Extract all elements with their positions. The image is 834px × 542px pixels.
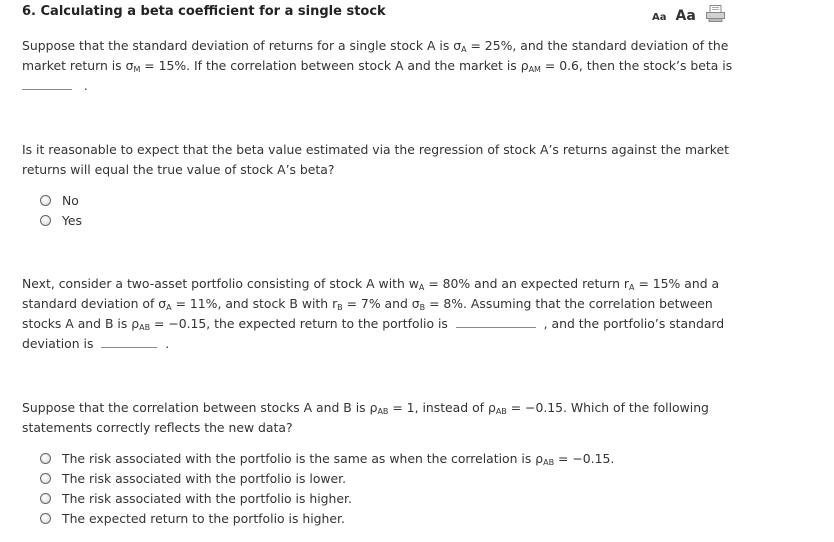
option-risk-lower[interactable]: The risk associated with the portfolio is lower.: [40, 468, 614, 488]
radio-button[interactable]: [40, 195, 51, 206]
toolbar: [652, 3, 725, 24]
print-icon[interactable]: [706, 5, 725, 22]
page-title: 6. Calculating a beta coefficient for a single stock: [22, 4, 386, 19]
option-risk-same[interactable]: The risk associated with the portfolio is the same as when the correlation is $\rho_{AB} = -0.15$.: [40, 448, 614, 468]
radio-button[interactable]: [40, 513, 51, 524]
question-4-options: [40, 448, 614, 528]
radio-button[interactable]: [40, 453, 51, 464]
option-no[interactable]: No: [40, 190, 82, 210]
beta-answer-blank[interactable]: [22, 77, 72, 90]
option-yes[interactable]: Yes: [40, 210, 82, 230]
font-size-small-button[interactable]: Aa: [652, 12, 667, 23]
question-2-text: Is it reasonable to expect that the beta value estimated via the regression of stock A’s returns against the market returns will equal the true value of stock A’s beta?: [22, 142, 729, 177]
font-size-large-button[interactable]: Aa: [675, 8, 696, 24]
radio-button[interactable]: [40, 473, 51, 484]
portfolio-std-dev-blank[interactable]: [101, 335, 157, 348]
option-risk-higher[interactable]: The risk associated with the portfolio is higher.: [40, 488, 614, 508]
question-4-text: Suppose that the correlation between stocks A and B is $\rho_{AB} = 1$, instead of $\rho_{AB} = -0.15$. Which of the following statements correctly reflects the new data?: [22, 400, 709, 435]
question-1-text: Suppose that the standard deviation of returns for a single stock A is $\sigma_A = 25\%$, and the standard deviation of the market return is $\sigma_M = 15\%$. If the correlation between stock A and the market is $\rho_{AM} = 0.6$, then the stock’s beta is .: [22, 38, 733, 93]
question-3-text: Next, consider a two-asset portfolio consisting of stock A with $w_A = 80\%$ and an expected return $r_A = 15\%$ and a standard deviation of $\sigma_A = 11\%$, and stock B with $r_B = 7\%$ and $\sigma_B = 8\%$. Assuming that the correlation between stocks A and B is $\rho_{AB} = -0.15$, the expected return to the portfolio is , and the portfolio’s standard deviation is .: [22, 276, 725, 351]
radio-button[interactable]: [40, 215, 51, 226]
expected-return-blank[interactable]: [456, 315, 536, 328]
option-return-higher[interactable]: The expected return to the portfolio is higher.: [40, 508, 614, 528]
question-2-options: [40, 190, 82, 230]
radio-button[interactable]: [40, 493, 51, 504]
